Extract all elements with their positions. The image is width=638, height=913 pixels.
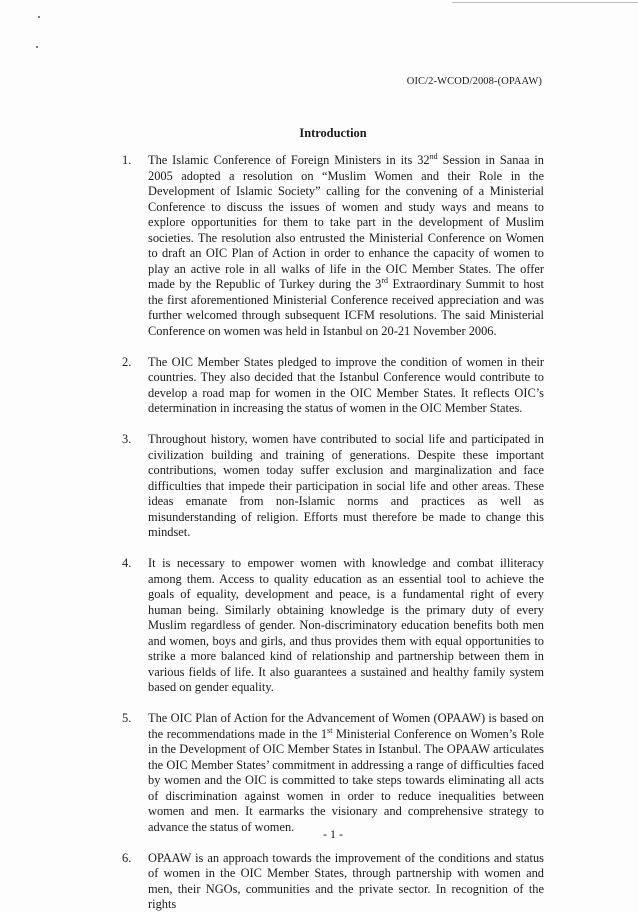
paragraph-number: 1.: [122, 153, 132, 167]
paragraph-number: 6.: [122, 850, 132, 865]
paragraph-text: It is necessary to empower women with knowledge and combat illiteracy among them. Access to quality education as an essential tool to achieve the goals of equality, development and peace, is a fundamental right of every human being. Similarly obtaining knowledge is the primary duty of every Muslim regardless of gender. Non-discriminatory education benefits both men and women, boys and girls, and thus provides them with equal opportunities to strike a more balanced kind of relationship and partnership between them in various fields of life. It also guarantees a sustained and healthy family system based on gender equality.: [148, 556, 544, 694]
paragraph-item-6: [122, 851, 544, 913]
scan-speck: [38, 16, 40, 18]
paragraph-text: The OIC Plan of Action for the Advancement of Women (OPAAW) is based on the recommendations made in the 1st Ministerial Conference on Women’s Role in the Development of OIC Member States in Istanbul. The OPAAW articulates the OIC Member States’ commitment in addressing a range of difficulties faced by women and the OIC is committed to take steps towards eliminating all acts of discrimination against women in order to reduce inequalities between women and men. It earmarks the visionary and comprehensive strategy to advance the status of women.: [148, 711, 545, 834]
section-title: Introduction: [299, 126, 367, 140]
paragraph-list: [122, 153, 544, 913]
paragraph-number: 5.: [122, 711, 132, 725]
paragraph-text: The OIC Member States pledged to improve the condition of women in their countries. They also decided that the Istanbul Conference would contribute to develop a road map for women in the OIC Member States. It reflects OIC’s determination in increasing the status of women in the OIC Member States.: [148, 354, 544, 415]
paragraph-item-1: [122, 153, 544, 339]
paragraph-number: 2.: [122, 354, 132, 369]
paragraph-text: The Islamic Conference of Foreign Ministers in its 32nd Session in Sanaa in 2005 adopted a resolution on “Muslim Women and their Role in the Development of Islamic Society” calling for the convening of a Ministerial Conference to discuss the issues of women and study ways and means to explore opportunities for them to take part in the development of Muslim societies. The resolution also entrusted the Ministerial Conference on Women to draft an OIC Plan of Action in order to enhance the capacity of women to play an active role in all walks of life in the OIC Member States. The offer made by the Republic of Turkey during the 3rd Extraordinary Summit to host the first aforementioned Ministerial Conference received appreciation and was further welcomed through subsequent ICFM resolutions. The said Ministerial Conference on women was held in Istanbul on 20-21 November 2006.: [148, 151, 544, 338]
scan-speck: [36, 46, 38, 48]
paragraph-item-2: [122, 355, 544, 417]
scan-edge-line: [452, 2, 638, 3]
paragraph-number: 4.: [122, 556, 132, 570]
document-reference: OIC/2-WCOD/2008-(OPAAW): [406, 76, 542, 87]
paragraph-number: 3.: [122, 432, 132, 446]
paragraph-item-3: [122, 432, 544, 541]
paragraph-text: Throughout history, women have contributed to social life and participated in civilization building and training of generations. Despite these important contributions, women today suffer exclusion and marginalization and face difficulties that impede their participation in social life and other areas. These ideas emanate from non-Islamic norms and practices as well as misunderstanding of religion. Efforts must therefore be made to change this mindset.: [148, 432, 544, 539]
paragraph-text: OPAAW is an approach towards the improvement of the conditions and status of women in the OIC Member States, through partnership with women and men, their NGOs, communities and the private sector. In recognition of the rights: [148, 850, 544, 911]
paragraph-item-4: [122, 556, 544, 696]
page-number: - 1 -: [323, 827, 343, 841]
paragraph-item-5: [122, 711, 544, 835]
